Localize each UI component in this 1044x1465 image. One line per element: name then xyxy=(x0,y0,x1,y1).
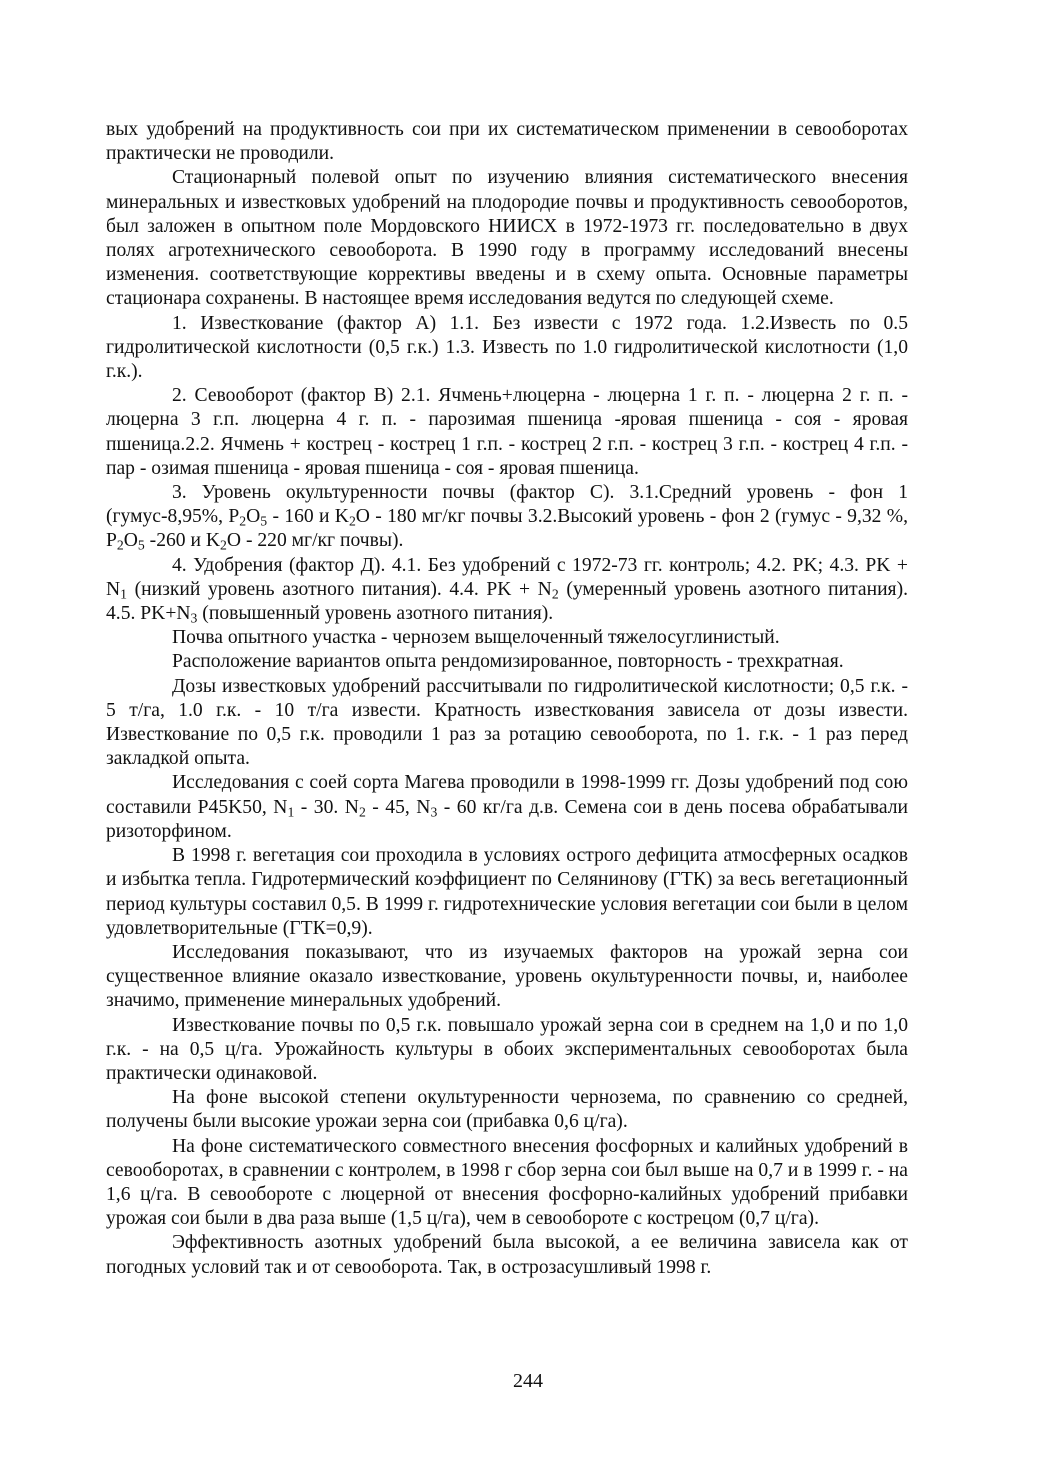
paragraph-2 xyxy=(106,166,908,311)
text-run: 4. Удобрения (фактор Д). 4.1. Без удобрений с 1972-73 гг. контроль; 4.2. PK; 4.3. PK + N xyxy=(106,554,908,600)
text-run: На фоне систематического совместного внесения фосфорных и калийных удобрений в севооборотах, в сравнении с контролем, в 1998 г сбор зерна сои был выше на 0,7 и в 1999 г. - на 1,6 ц/га. В севообороте с люцерной от внесения фосфорно-калийных удобрений прибавки урожая сои были в два раза выше (1,5 ц/га), чем в севообороте с кострецом (0,7 ц/га). xyxy=(106,1135,908,1230)
text-run: Исследования показывают, что из изучаемых факторов на урожай зерна сои существенное влияние оказало известкование, уровень окультуренности почвы, и, наиболее значимо, применение минеральных удобрений. xyxy=(106,941,908,1012)
paragraph-9 xyxy=(106,675,908,772)
subscript: 2 xyxy=(348,513,356,529)
paragraph-11 xyxy=(106,844,908,941)
text-run: вых удобрений на продуктивность сои при их систематическом применении в севооборотах практически не проводили. xyxy=(106,119,908,165)
paragraph-10 xyxy=(106,771,908,844)
paragraph-14 xyxy=(106,1086,908,1134)
subscript: 3 xyxy=(190,610,198,626)
subscript: 1 xyxy=(120,586,128,602)
paragraph-5 xyxy=(106,481,908,554)
subscript: 2 xyxy=(239,513,247,529)
subscript: 5 xyxy=(137,537,145,553)
text-run: 1. Известкование (фактор А) 1.1. Без извести с 1972 года. 1.2.Известь по 0.5 гидролитической кислотности (0,5 г.к.) 1.3. Известь по 1.0 гидролитической кислотности (1,0 г.к.). xyxy=(106,312,908,383)
subscript: 2 xyxy=(358,804,366,820)
paragraph-6 xyxy=(106,554,908,627)
text-run: - 45, N xyxy=(365,796,431,818)
paragraph-1 xyxy=(106,118,908,166)
text-run: На фоне высокой степени окультуренности чернозема, по сравнению со средней, получены были высокие урожаи зерна сои (прибавка 0,6 ц/га). xyxy=(106,1087,908,1133)
text-run: O xyxy=(123,530,138,552)
subscript: 3 xyxy=(430,804,438,820)
text-run: В 1998 г. вегетация сои проходила в условиях острого дефицита атмосферных осадков и избытка тепла. Гидротермический коэффициент по Селянинову (ГТК) за весь вегетационный период культуры составил 0,5. В 1999 г. гидротехнические условия вегетации сои были в целом удовлетворительные (ГТК=0,9). xyxy=(106,845,908,939)
text-run: - 160 и K xyxy=(267,506,349,528)
paragraph-15 xyxy=(106,1135,908,1232)
paragraph-4 xyxy=(106,384,908,481)
paragraph-8 xyxy=(106,650,908,674)
text-run: - 60 кг/га д.в. Семена сои в день посева обрабатывали ризоторфином. xyxy=(106,796,908,842)
text-run: Почва опытного участка - чернозем выщелоченный тяжелосуглинистый. xyxy=(172,627,780,649)
text-run: Известкование почвы по 0,5 г.к. повышало урожай зерна сои в среднем на 1,0 и по 1,0 г.к. - на 0,5 ц/га. Урожайность культуры в обоих экспериментальных севооборотах была практически одинаковой. xyxy=(106,1014,908,1084)
paragraph-7 xyxy=(106,626,908,650)
text-run: 3. Уровень окультуренности почвы (фактор С). 3.1.Средний уровень - фон 1 (гумус-8,95%, P xyxy=(106,482,908,528)
subscript: 2 xyxy=(116,537,124,553)
body-text xyxy=(106,118,908,1280)
page-number: 244 xyxy=(513,1370,543,1392)
paragraph-13 xyxy=(106,1014,908,1087)
subscript: 1 xyxy=(287,804,295,820)
subscript: 2 xyxy=(551,586,559,602)
subscript: 5 xyxy=(260,513,268,529)
paragraph-12 xyxy=(106,941,908,1014)
text-run: O - 220 мг/кг почвы). xyxy=(226,530,404,552)
text-run: Эффективность азотных удобрений была высокой, а ее величина зависела как от погодных условий так и от севооборота. Так, в острозасушливый 1998 г. xyxy=(106,1232,908,1278)
text-run: Стационарный полевой опыт по изучению влияния систематического внесения минеральных и известковых удобрений на плодородие почвы и продуктивность севооборотов, был заложен в опытном поле Мордовского НИИСХ в 1972-1973 гг. последовательно в двух полях агротехнического севооборота. В 1990 году в программу исследований внесены изменения. соответствующие коррективы введены и в схему опыта. Основные параметры стационара сохранены. В настоящее время исследования ведутся по следующей схеме. xyxy=(106,167,908,310)
text-run: Дозы известковых удобрений рассчитывали по гидролитической кислотности; 0,5 г.к. - 5 т/га, 1.0 г.к. - 10 т/га извести. Кратность известкования зависела от дозы извести. Известкование по 0,5 г.к. проводили 1 раз за ротацию севооборота, по 1. г.к. - 1 раз перед закладкой опыта. xyxy=(106,675,908,770)
text-run: (низкий уровень азотного питания). 4.4. PK + N xyxy=(127,578,552,600)
text-run: Исследования с соей сорта Магева проводили в 1998-1999 гг. Дозы удобрений под сою составили P45K50, N xyxy=(106,772,908,818)
text-run: -260 и K xyxy=(144,530,221,552)
subscript: 2 xyxy=(220,537,227,553)
text-run: 2. Севооборот (фактор В) 2.1. Ячмень+люцерна - люцерна 1 г. п. - люцерна 2 г. п. - люцерна 3 г.п. люцерна 4 г. п. - парозимая пшеница -яровая пшеница - соя - яровая пшеница.2.2. Ячмень + кострец - кострец 1 г.п. - кострец 2 г.п. - кострец 3 г.п. - кострец 4 г.п. - пар - озимая пшеница - яровая пшеница - соя - яровая пшеница. xyxy=(106,385,908,479)
text-run: O - 180 мг/кг почвы 3.2.Высокий уровень - фон 2 (гумус - 9,32 %, P xyxy=(106,506,908,552)
text-run: O xyxy=(246,506,261,528)
text-run: - 30. N xyxy=(294,796,359,818)
text-run: Расположение вариантов опыта рендомизированное, повторность - трехкратная. xyxy=(172,651,844,673)
text-run: (умеренный уровень азотного питания). 4.5. PK+N xyxy=(106,578,908,625)
paragraph-16 xyxy=(106,1231,908,1279)
paragraph-3 xyxy=(106,312,908,385)
text-run: (повышенный уровень азотного питания). xyxy=(197,603,554,625)
